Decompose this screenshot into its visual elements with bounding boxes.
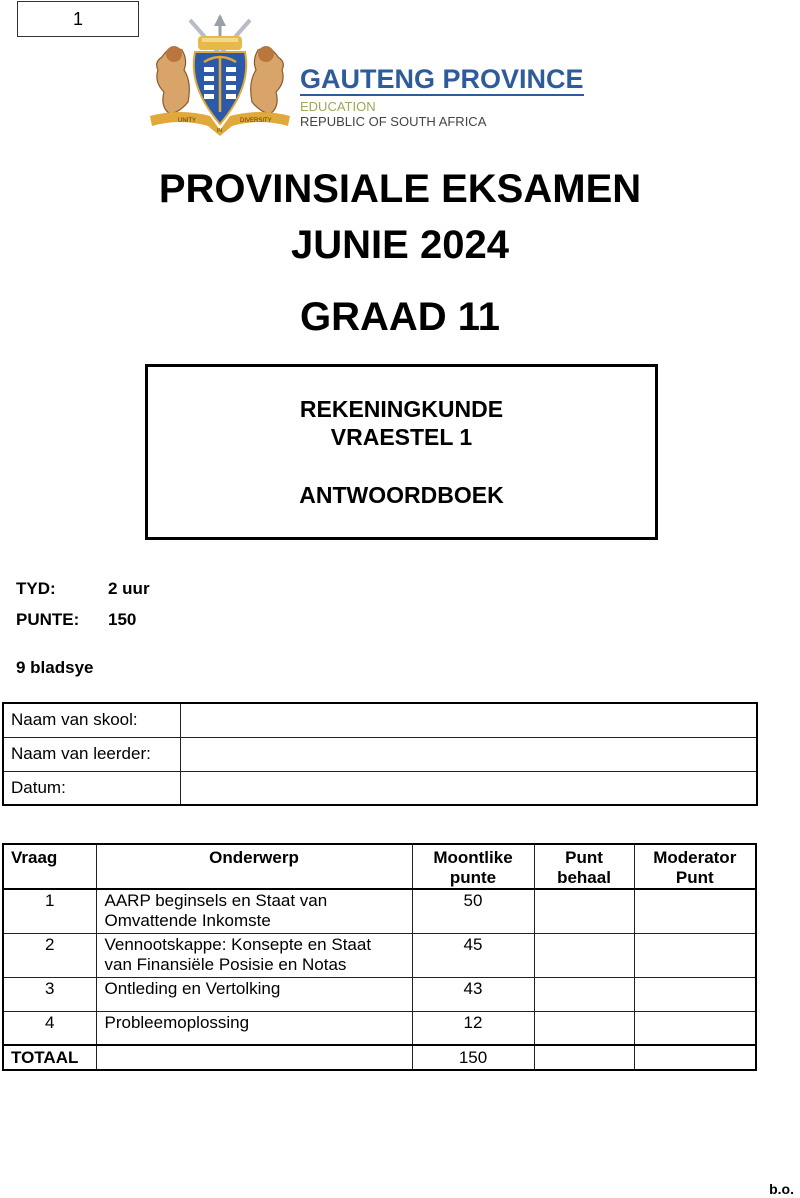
gauteng-logo bbox=[140, 12, 584, 137]
table-row bbox=[3, 1011, 756, 1045]
learner-info-table bbox=[2, 702, 758, 806]
date-label: Datum: bbox=[3, 771, 180, 805]
table-row bbox=[3, 889, 756, 933]
marks-table bbox=[2, 843, 757, 1071]
table-row bbox=[3, 977, 756, 1011]
marks-achieved-cell[interactable] bbox=[534, 889, 634, 933]
table-row bbox=[3, 933, 756, 977]
header-marks-achieved: Punt behaal bbox=[534, 844, 634, 889]
table-row bbox=[3, 771, 757, 805]
time-value: 2 uur bbox=[108, 579, 150, 598]
exam-session: JUNIE 2024 bbox=[291, 223, 509, 267]
logo-education: EDUCATION bbox=[300, 99, 376, 114]
subject-name: REKENINGKUNDE bbox=[299, 396, 504, 422]
question-number: 2 bbox=[3, 933, 96, 977]
question-topic: AARP beginsels en Staat van Omvattende Inkomste bbox=[96, 889, 412, 933]
marks-achieved-cell[interactable] bbox=[534, 1011, 634, 1045]
possible-marks: 50 bbox=[412, 889, 534, 933]
header-moderator-mark: Moderator Punt bbox=[634, 844, 756, 889]
page-number: 1 bbox=[72, 8, 83, 29]
table-row bbox=[3, 703, 757, 737]
question-topic: Vennootskappe: Konsepte en Staat van Finansiële Posisie en Notas bbox=[96, 933, 412, 977]
header-possible-marks: Moontlike punte bbox=[412, 844, 534, 889]
marks-achieved-cell[interactable] bbox=[534, 933, 634, 977]
school-name-label: Naam van skool: bbox=[3, 703, 180, 737]
coat-of-arms-icon bbox=[140, 12, 300, 137]
page-number-box bbox=[17, 1, 139, 37]
header-topic: Onderwerp bbox=[96, 844, 412, 889]
question-number: 3 bbox=[3, 977, 96, 1011]
school-name-field[interactable] bbox=[180, 703, 757, 737]
logo-text bbox=[300, 64, 584, 130]
learner-name-field[interactable] bbox=[180, 737, 757, 771]
subject-box bbox=[145, 364, 658, 540]
turn-over-note: b.o. bbox=[769, 1181, 794, 1197]
total-topic bbox=[96, 1045, 412, 1070]
question-number: 1 bbox=[3, 889, 96, 933]
total-achieved-cell[interactable] bbox=[534, 1045, 634, 1070]
page-count: 9 bladsye bbox=[16, 658, 94, 677]
total-moderator-cell[interactable] bbox=[634, 1045, 756, 1070]
svg-text:IN: IN bbox=[217, 128, 222, 134]
total-label: TOTAAL bbox=[3, 1045, 96, 1070]
svg-text:DIVERSITY: DIVERSITY bbox=[240, 118, 272, 124]
time-info bbox=[16, 579, 150, 599]
marks-info bbox=[16, 610, 136, 630]
moderator-mark-cell[interactable] bbox=[634, 977, 756, 1011]
exam-grade: GRAAD 11 bbox=[299, 295, 501, 339]
header-question: Vraag bbox=[3, 844, 96, 889]
possible-marks: 43 bbox=[412, 977, 534, 1011]
booklet-type: ANTWOORDBOEK bbox=[299, 482, 504, 508]
total-row bbox=[3, 1045, 756, 1070]
moderator-mark-cell[interactable] bbox=[634, 1011, 756, 1045]
possible-marks: 45 bbox=[412, 933, 534, 977]
marks-label: PUNTE: bbox=[16, 610, 80, 629]
learner-name-label: Naam van leerder: bbox=[3, 737, 180, 771]
moderator-mark-cell[interactable] bbox=[634, 889, 756, 933]
logo-country: REPUBLIC OF SOUTH AFRICA bbox=[300, 114, 487, 129]
question-number: 4 bbox=[3, 1011, 96, 1045]
svg-text:UNITY: UNITY bbox=[178, 118, 196, 124]
exam-title: PROVINSIALE EKSAMEN bbox=[158, 167, 642, 211]
table-row bbox=[3, 737, 757, 771]
question-topic: Probleemoplossing bbox=[96, 1011, 412, 1045]
marks-value: 150 bbox=[108, 610, 137, 629]
logo-title: GAUTENG PROVINCE bbox=[300, 64, 584, 94]
table-header-row bbox=[3, 844, 756, 889]
moderator-mark-cell[interactable] bbox=[634, 933, 756, 977]
paper-number: VRAESTEL 1 bbox=[330, 424, 473, 450]
possible-marks: 12 bbox=[412, 1011, 534, 1045]
date-field[interactable] bbox=[180, 771, 757, 805]
total-possible-marks: 150 bbox=[412, 1045, 534, 1070]
marks-achieved-cell[interactable] bbox=[534, 977, 634, 1011]
question-topic: Ontleding en Vertolking bbox=[96, 977, 412, 1011]
time-label: TYD: bbox=[16, 579, 56, 598]
